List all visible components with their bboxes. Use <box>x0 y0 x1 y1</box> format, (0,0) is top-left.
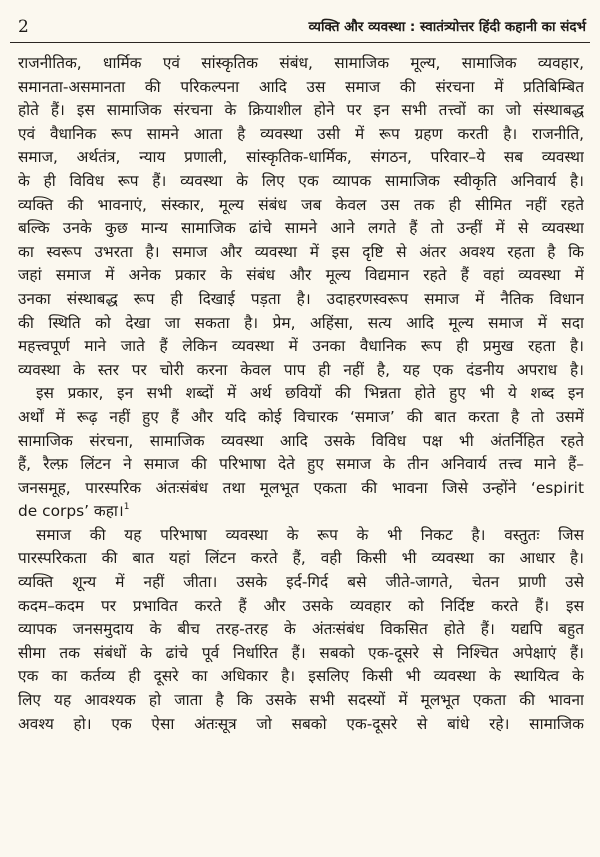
text-line: अर्थों में रूढ़ नहीं हुए हैं और यदि कोई विचारक ‘समाज’ की बात करता है तो उसमें <box>18 407 584 426</box>
text-line: व्यवस्था के स्तर पर चोरी करना केवल पाप ही नहीं है, यह एक दंडनीय अपराध है। <box>18 360 584 379</box>
text-line-with-footnote <box>18 500 584 524</box>
text-line: की स्थिति को देखा जा सकता है। प्रेम, अहिंसा, सत्य आदि मूल्य समाज में सदा <box>18 313 584 332</box>
text-line: हैं, रैल्फ़ लिंटन ने समाज की परिभाषा देते हुए समाज के तीन अनिवार्य तत्त्व माने हैं– <box>18 455 584 474</box>
footnote-marker: 1 <box>123 502 130 513</box>
text-line: व्यक्ति शून्य में नहीं जीता। उसके इर्द-गिर्द बसे जीते-जागते, चेतन प्राणी उसे <box>18 573 584 592</box>
text-line: एक का कर्तव्य ही दूसरे का अधिकार है। इसलिए किसी भी व्यवस्था के स्थायित्व के <box>18 667 584 686</box>
text-line: व्यक्ति की भावनाएं, संस्कार, मूल्य संबंध जब केवल उस तक ही सीमित नहीं रहते <box>18 195 584 214</box>
text-line: de corps’ कहा। <box>18 502 124 521</box>
text-line: सीमा तक संबंधों के ढांचे पूर्व निर्धारित हैं। सबको एक-दूसरे से निश्चित अपेक्षाएं हैं। <box>18 643 584 662</box>
text-line: बल्कि उनके कुछ मान्य सामाजिक ढांचे सामने आने लगते हैं तो उन्हीं में से व्यवस्था <box>18 219 584 238</box>
text-line: व्यापक जनसमुदाय के बीच तरह-तरह के अंतःसंबंध विकसित होते हैं। यद्यपि बहुत <box>18 620 584 639</box>
text-line: एवं वैधानिक रूप सामने आता है व्यवस्था उसी में रूप ग्रहण करती है। राजनीति, <box>18 124 584 143</box>
text-line: का स्वरूप उभरता है। समाज और व्यवस्था में इस दृष्टि से अंतर अवश्य रहता है कि <box>18 242 584 261</box>
text-line: पारस्परिकता की बात यहां लिंटन करते हैं, वही किसी भी व्यवस्था का आधार है। <box>18 549 584 568</box>
text-line: इस प्रकार, इन सभी शब्दों में अर्थ छवियों की भिन्नता होते हुए भी ये शब्द इन <box>36 384 584 403</box>
text-line: राजनीतिक, धार्मिक एवं सांस्कृतिक संबंध, सामाजिक मूल्य, सामाजिक व्यवहार, <box>18 54 584 72</box>
text-line: महत्त्वपूर्ण माने जाते हैं लेकिन व्यवस्था में उनका वैधानिक रूप ही प्रमुख रहता है। <box>18 337 584 356</box>
text-line: होते हैं। इस सामाजिक संरचना के क्रियाशील होने पर इन सभी तत्त्वों का जो संस्थाबद्ध <box>18 101 584 120</box>
text-line: सामाजिक संरचना, सामाजिक व्यवस्था आदि उसके विविध पक्ष भी अंतर्निहित रहते <box>18 431 584 450</box>
text-line: जनसमूह, पारस्परिक अंतःसंबंध तथा मूलभूत एकता की भावना जिसे उन्होंने ‘espirit <box>18 478 584 497</box>
running-title: व्यक्ति और व्यवस्था : स्वातंत्र्योत्तर हिंदी कहानी का संदर्भ <box>308 19 586 35</box>
text-line: कदम–कदम पर प्रभावित करते हैं और उसके व्यवहार को निर्दिष्ट करते हैं। इस <box>18 596 584 615</box>
page-header <box>10 8 590 43</box>
text-line: के ही विविध रूप हैं। व्यवस्था के लिए एक व्यापक सामाजिक स्वीकृति अनिवार्य है। <box>18 171 584 190</box>
text-line: अवश्य हो। एक ऐसा अंतःसूत्र जो सबको एक-दूसरे से बांधे रहे। सामाजिक <box>18 714 584 733</box>
text-line: समाज की यह परिभाषा व्यवस्था के रूप के भी निकट है। वस्तुतः जिस <box>36 525 584 544</box>
body-text <box>18 52 584 857</box>
text-line: उनका संस्थाबद्ध रूप ही दिखाई पड़ता है। उदाहरणस्वरूप समाज में नैतिक विधान <box>18 289 584 308</box>
text-line: जहां समाज में अनेक प्रकार के संबंध और मूल्य विद्यमान रहते हैं वहां व्यवस्था में <box>18 266 584 285</box>
page-number: 2 <box>18 17 29 37</box>
text-line: लिए यह आवश्यक हो जाता है कि उसके सभी सदस्यों में मूलभूत एकता की भावना <box>18 691 584 710</box>
text-line: समानता-असमानता की परिकल्पना आदि उस समाज की संरचना में प्रतिबिम्बित <box>18 77 584 96</box>
text-line: समाज, अर्थतंत्र, न्याय प्रणाली, सांस्कृतिक-धार्मिक, संगठन, परिवार–ये सब व्यवस्था <box>18 148 584 167</box>
